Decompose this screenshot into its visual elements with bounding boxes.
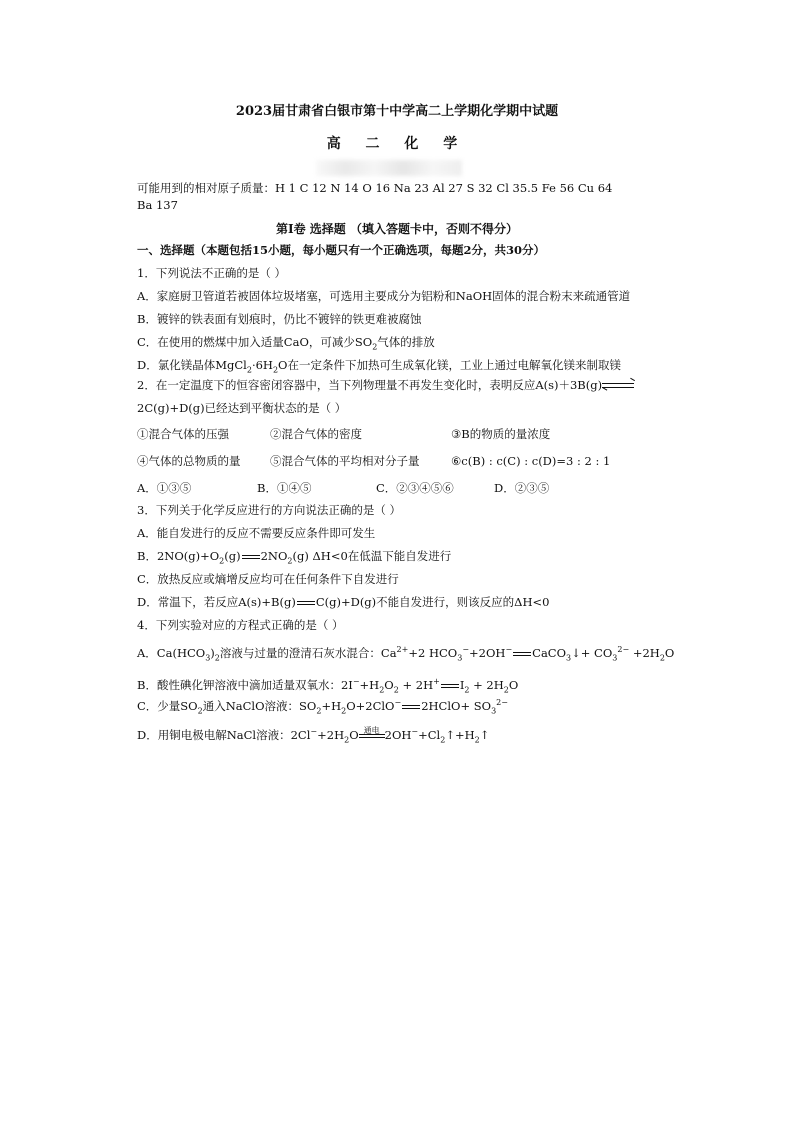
- part-heading: 一、选择题（本题包括15小题，每小题只有一个正确选项，每题2分，共30分）: [137, 243, 546, 257]
- atomic-masses-line1: 可能用到的相对原子质量：H 1 C 12 N 14 O 16 Na 23 Al 27 S 32 Cl 35.5 Fe 56 Cu 64: [137, 181, 613, 195]
- equals-sign-icon: [242, 555, 260, 559]
- equals-sign-icon: [441, 684, 459, 688]
- q2-option-b: B．①④⑤: [257, 481, 312, 495]
- q4-option-c: C．少量$SO_2$通入NaClO溶液：$SO_2+H_2O+2ClO^-$ 2HClO+ $SO_3^{2-}$: [137, 698, 508, 716]
- q2-option-d: D．②③⑤: [494, 481, 550, 495]
- q2-stem-line2: 2C(g)+D(g)已经达到平衡状态的是（ ）: [137, 401, 347, 415]
- q1-stem: 1．下列说法不正确的是（ ）: [137, 266, 286, 280]
- document-subtitle: 高 二 化 学: [326, 136, 468, 152]
- equals-sign-icon: [402, 705, 420, 709]
- q3-option-b: B．$2NO(g)+O_2(g)$ $2NO_2(g)$ ΔH<0在低温下能自发进行: [137, 549, 452, 566]
- q2-opt5: ⑤混合气体的平均相对分子量: [270, 454, 420, 468]
- q2-opt3: ③B的物质的量浓度: [451, 427, 551, 441]
- q1-option-d: D．氯化镁晶体$MgCl_2\cdot 6H_2O$在一定条件下加热可生成氧化镁，工业上通过电解氧化镁来制取镁: [137, 358, 621, 375]
- equilibrium-arrow-icon: [602, 381, 634, 391]
- q3-stem: 3．下列关于化学反应进行的方向说法正确的是（ ）: [137, 503, 401, 517]
- q4-option-d: D．用铜电极电解NaCl溶液：$2Cl^-+2H_2O$ 通电 $2OH^-+Cl_2↑+H_2↑$: [137, 726, 490, 745]
- q2-stem: 2．在一定温度下的恒容密闭容器中，当下列物理量不再发生变化时，表明反应A(s)＋3B(g): [137, 377, 634, 393]
- q2-opt4: ④气体的总物质的量: [137, 454, 241, 468]
- q2-opt1: ①混合气体的压强: [137, 427, 229, 441]
- q1-option-b: B．镀锌的铁表面有划痕时，仍比不镀锌的铁更难被腐蚀: [137, 312, 422, 326]
- q4-stem: 4．下列实验对应的方程式正确的是（ ）: [137, 618, 344, 632]
- q1-option-c: C．在使用的燃煤中加入适量CaO，可减少$SO_2$气体的排放: [137, 335, 435, 352]
- q3-option-a: A．能自发进行的反应不需要反应条件即可发生: [137, 526, 376, 540]
- blurred-watermark: [316, 160, 462, 176]
- atomic-masses-line2: Ba 137: [137, 198, 178, 212]
- section-title: 第Ⅰ卷 选择题 （填入答题卡中，否则不得分）: [276, 222, 518, 236]
- q3-option-c: C．放热反应或熵增反应均可在任何条件下自发进行: [137, 572, 399, 586]
- q2-opt2: ②混合气体的密度: [270, 427, 362, 441]
- q2-option-a: A．①③⑤: [137, 481, 192, 495]
- document-title: 2023届甘肃省白银市第十中学高二上学期化学期中试题: [235, 104, 559, 119]
- q3-option-d: D．常温下，若反应A(s)+B(g) C(g)+D(g)不能自发进行，则该反应的ΔH<0: [137, 595, 550, 609]
- q2-option-c: C．②③④⑤⑥: [376, 481, 454, 495]
- q2-opt6: ⑥c(B) : c(C) : c(D)=3 : 2 : 1: [451, 454, 611, 468]
- equals-sign-icon: [297, 601, 315, 605]
- q1-option-a: A．家庭厨卫管道若被固体垃圾堵塞，可选用主要成分为铝粉和NaOH固体的混合粉末来疏通管道: [137, 289, 631, 303]
- equals-sign-icon: [513, 652, 531, 656]
- electrolysis-arrow-icon: 通电: [359, 734, 385, 738]
- q4-option-a: A．$Ca(HCO_3)_2$溶液与过量的澄清石灰水混合：$Ca^{2+}+2$ $HCO_3^-+2OH^-$ CaCO$_3$↓+ $CO_3^{2-} +2H_2O$: [137, 645, 675, 663]
- q4-option-b: B．酸性碘化钾溶液中滴加适量双氧水：$2I^-+H_2O_2 + 2H^+$ $I_2 + 2H_2O$: [137, 677, 519, 695]
